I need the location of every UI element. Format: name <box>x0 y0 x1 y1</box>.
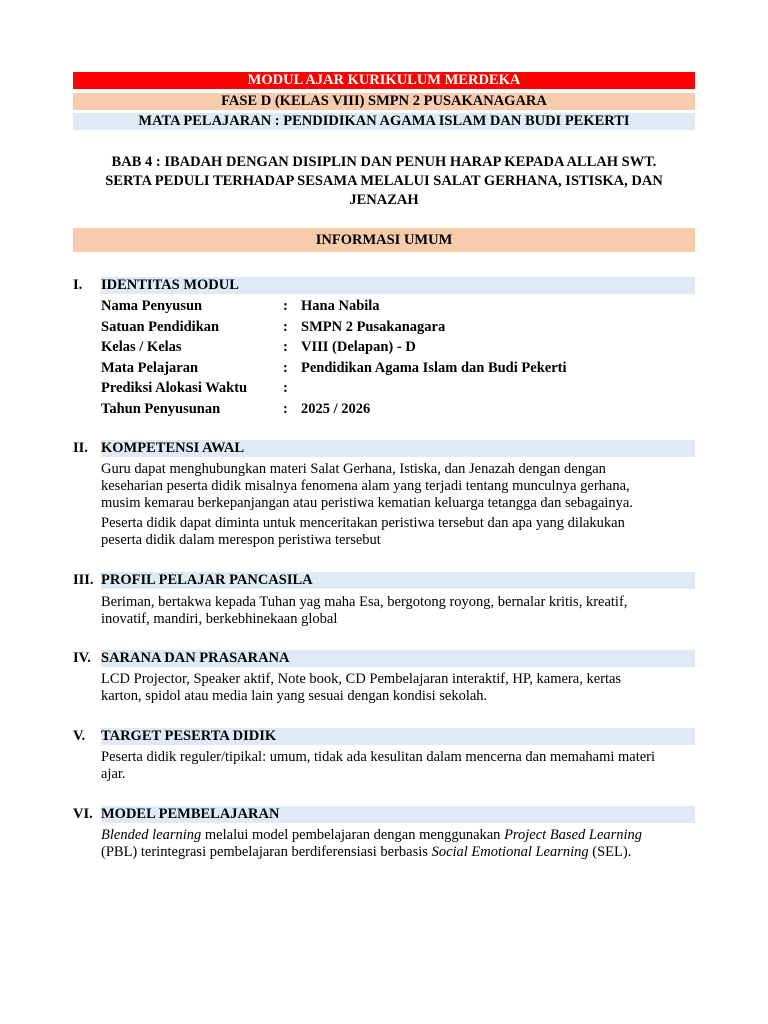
identity-row <box>101 400 695 421</box>
paragraph-line: Peserta didik dapat diminta untuk menceritakan peristiwa tersebut dan apa yang dilakukan <box>101 515 625 531</box>
section-number: V. <box>73 728 86 744</box>
paragraph-line: LCD Projector, Speaker aktif, Note book, CD Pembelajaran interaktif, HP, kamera, kertas <box>101 671 622 687</box>
subject-band: MATA PELAJARAN : PENDIDIKAN AGAMA ISLAM DAN BUDI PEKERTI <box>73 113 695 130</box>
identity-value: VIII (Delapan) - D <box>301 339 416 355</box>
italic-term: Project Based Learning <box>504 827 643 843</box>
identity-row <box>101 359 695 380</box>
identity-table <box>101 297 695 420</box>
section-paragraph <box>101 515 695 549</box>
section-heading-target <box>73 728 695 745</box>
paragraph-line <box>101 827 695 844</box>
paragraph-line: ajar. <box>101 766 126 782</box>
general-info-band: INFORMASI UMUM <box>73 228 695 252</box>
identity-colon: : <box>283 400 288 417</box>
paragraph-line: karton, spidol atau media lain yang sesuai dengan kondisi sekolah. <box>101 688 488 704</box>
section-heading-sarana <box>73 650 695 667</box>
paragraph-line: Guru dapat menghubungkan materi Salat Gerhana, Istiska, dan Jenazah dengan dengan <box>101 461 606 477</box>
section-title: SARANA DAN PRASARANA <box>101 650 695 667</box>
identity-label: Nama Penyusun <box>101 298 203 314</box>
section-title: MODEL PEMBELAJARAN <box>101 806 695 823</box>
module-title-band: MODUL AJAR KURIKULUM MERDEKA <box>73 72 695 89</box>
identity-label: Mata Pelajaran <box>101 359 199 376</box>
identity-row <box>101 338 695 359</box>
section-paragraph <box>101 827 695 861</box>
section-number: IV. <box>73 650 91 666</box>
paragraph-line: peserta didik dalam merespon peristiwa tersebut <box>101 532 381 548</box>
paragraph-line: keseharian peserta didik misalnya fenomena alam yang terjadi tentang munculnya gerhana, <box>101 478 630 494</box>
identity-row <box>101 379 695 400</box>
section-title: KOMPETENSI AWAL <box>101 440 695 457</box>
section-number: III. <box>73 572 94 588</box>
section-number: II. <box>73 440 88 456</box>
italic-term: Blended learning <box>101 827 202 843</box>
identity-colon: : <box>283 318 288 335</box>
paragraph-text: melalui model pembelajaran dengan menggunakan <box>201 827 505 843</box>
section-number: VI. <box>73 806 93 822</box>
identity-label: Prediksi Alokasi Waktu <box>101 380 248 396</box>
identity-value: Pendidikan Agama Islam dan Budi Pekerti <box>301 359 567 376</box>
section-paragraph <box>101 461 695 512</box>
paragraph-text: (SEL). <box>588 844 632 860</box>
identity-value: Hana Nabila <box>301 298 380 314</box>
paragraph-line: inovatif, mandiri, berkebhinekaan global <box>101 611 338 627</box>
italic-term: Social Emotional Learning <box>431 844 589 860</box>
section-title: PROFIL PELAJAR PANCASILA <box>101 572 695 589</box>
paragraph-line: Peserta didik reguler/tipikal: umum, tidak ada kesulitan dalam mencerna dan memahami materi <box>101 749 656 765</box>
identity-label: Kelas / Kelas <box>101 339 182 355</box>
section-heading-model <box>73 806 695 823</box>
identity-value: 2025 / 2026 <box>301 400 371 417</box>
paragraph-line <box>101 844 695 861</box>
section-paragraph <box>101 594 695 628</box>
section-number: I. <box>73 277 83 293</box>
chapter-title-line: SERTA PEDULI TERHADAP SESAMA MELALUI SALAT GERHANA, ISTISKA, DAN <box>105 173 663 189</box>
identity-row <box>101 318 695 339</box>
paragraph-line: Beriman, bertakwa kepada Tuhan yag maha Esa, bergotong royong, bernalar kritis, kreatif, <box>101 594 628 610</box>
identity-colon: : <box>283 298 288 314</box>
identity-colon: : <box>283 339 288 355</box>
paragraph-text: (PBL) terintegrasi pembelajaran berdiferensiasi berbasis <box>101 844 432 860</box>
paragraph-line: musim kemarau berkepanjangan atau peristiwa kematian keluarga tetangga dan sebagainya. <box>101 495 633 511</box>
identity-row <box>101 297 695 318</box>
identity-label: Satuan Pendidikan <box>101 318 220 335</box>
section-heading-kompetensi <box>73 440 695 457</box>
section-title: IDENTITAS MODUL <box>101 277 695 294</box>
identity-colon: : <box>283 380 288 396</box>
section-heading-profil <box>73 572 695 589</box>
section-heading-identitas <box>73 277 695 294</box>
identity-label: Tahun Penyusunan <box>101 400 221 417</box>
section-paragraph <box>101 749 695 783</box>
identity-value: SMPN 2 Pusakanagara <box>301 318 446 335</box>
chapter-title <box>73 153 695 210</box>
phase-band: FASE D (KELAS VIII) SMPN 2 PUSAKANAGARA <box>73 93 695 110</box>
identity-colon: : <box>283 359 288 376</box>
chapter-title-line: JENAZAH <box>349 192 419 208</box>
section-paragraph <box>101 671 695 705</box>
chapter-title-line: BAB 4 : IBADAH DENGAN DISIPLIN DAN PENUH HARAP KEPADA ALLAH SWT. <box>111 154 657 170</box>
section-title: TARGET PESERTA DIDIK <box>101 728 695 745</box>
